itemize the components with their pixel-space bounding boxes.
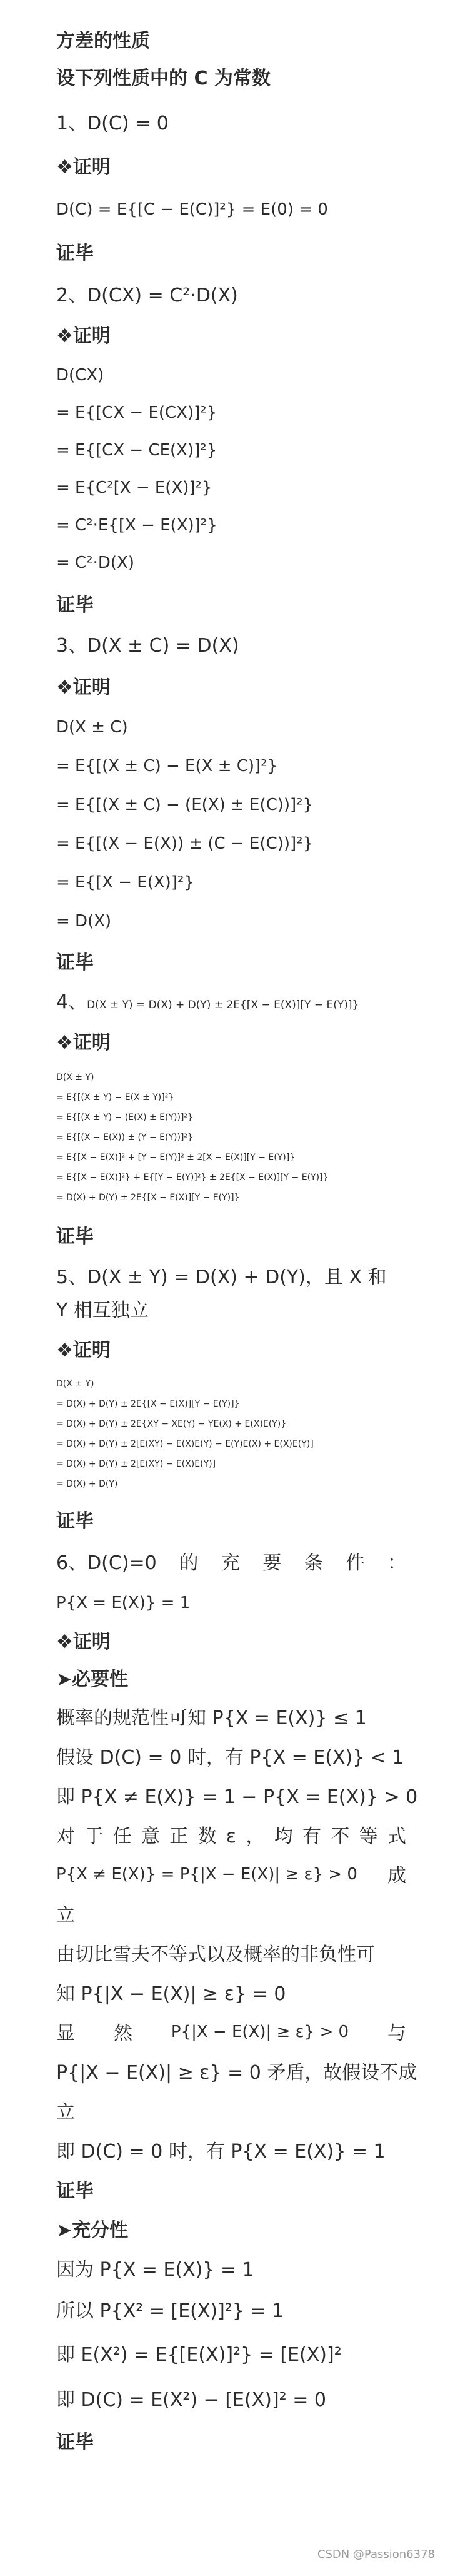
formula-line: = D(X) + D(Y) ± 2[E(XY) − E(X)E(Y) − E(Y)E(X) + E(X)E(Y)]: [56, 1439, 314, 1449]
word: 有: [302, 1826, 322, 1847]
word: 均: [274, 1826, 293, 1847]
text-line: 假设 D(C) = 0 时，有 P{X = E(X)} < 1: [56, 1747, 404, 1769]
doc-title: 方差的性质: [56, 30, 150, 52]
end-of-proof: 证毕: [56, 1226, 94, 1248]
word: 显: [56, 2023, 75, 2044]
word: 正: [169, 1826, 189, 1847]
formula-line: = E{[(X − E(X)) ± (Y − E(Y))]²}: [56, 1133, 193, 1143]
formula-line: = E{[X − E(X)]² + [Y − E(Y)]² ± 2[X − E(X)][Y − E(Y)]}: [56, 1153, 296, 1163]
intro-line: 设下列性质中的 C 为常数: [56, 68, 271, 89]
heading-part: 充: [221, 1552, 240, 1574]
word: 任: [112, 1826, 132, 1847]
formula-line: D(X ± Y): [56, 1379, 94, 1389]
word: 然: [113, 2023, 132, 2044]
formula-line: D(C) = E{[C − E(C)]²} = E(0) = 0: [56, 200, 328, 219]
word: 不: [331, 1826, 350, 1847]
text-line: 所以 P{X² = [E(X)]²} = 1: [56, 2300, 284, 2322]
heading-part: ：: [387, 1552, 406, 1574]
formula-line: = E{[X − E(X)]²} + E{[Y − E(Y)]²} ± 2E{[X − E(X)][Y − E(Y)]}: [56, 1173, 329, 1183]
property-4-number: 4、: [56, 991, 88, 1013]
property-3-heading: 3、D(X ± C) = D(X): [56, 635, 239, 657]
formula-line: = E{[CX − E(CX)]²}: [56, 403, 218, 422]
text-line: 即 P{X ≠ E(X)} = 1 − P{X = E(X)} > 0: [56, 1786, 418, 1808]
property-4-formula: D(X ± Y) = D(X) + D(Y) ± 2E{[X − E(X)][Y − E(Y)]}: [87, 999, 359, 1011]
formula-line: = C²·D(X): [56, 553, 135, 572]
heading-part: 的: [179, 1552, 199, 1574]
word: ε: [226, 1826, 237, 1847]
text-line: 概率的规范性可知 P{X = E(X)} ≤ 1: [56, 1707, 367, 1729]
formula-line: D(X ± Y): [56, 1073, 94, 1083]
heading-part: 条: [304, 1552, 323, 1574]
text-line-justified: [56, 1865, 406, 1887]
watermark: CSDN @Passion6378: [317, 2548, 435, 2561]
text-line-justified: [56, 2023, 406, 2045]
formula-line: = E{[CX − CE(X)]²}: [56, 441, 218, 460]
text-line: 即 D(C) = E(X²) − [E(X)]² = 0: [56, 2389, 326, 2411]
heading-part: 要: [262, 1552, 282, 1574]
property-2-heading: 2、D(CX) = C²·D(X): [56, 285, 238, 306]
text-line: P{|X − E(X)| ≥ ε} = 0 矛盾，故假设不成: [56, 2062, 418, 2084]
property-5-heading: 5、D(X ± Y) = D(X) + D(Y)，且 X 和: [56, 1266, 387, 1288]
word: 对: [56, 1826, 75, 1847]
formula: P{X ≠ E(X)} = P{|X − E(X)| ≥ ε} > 0: [56, 1865, 358, 1884]
formula-line: = D(X) + D(Y) ± 2E{[X − E(X)][Y − E(Y)]}: [56, 1399, 240, 1409]
formula-line: = E{[(X ± Y) − (E(X) ± E(Y))]²}: [56, 1113, 193, 1123]
necessity-label: ➤必要性: [56, 1669, 129, 1690]
formula-line: = D(X) + D(Y) ± 2[E(XY) − E(X)E(Y)]: [56, 1459, 216, 1469]
proof-label: ❖证明: [56, 1631, 111, 1653]
word: 成: [388, 1865, 406, 1887]
proof-label: ❖证明: [56, 1032, 111, 1054]
end-of-proof: 证毕: [56, 952, 94, 974]
condition-formula: P{X = E(X)} = 1: [56, 1594, 191, 1612]
formula-line: = D(X): [56, 912, 112, 931]
text-line: 即 E(X²) = E{[E(X)]²} = [E(X)]²: [56, 2344, 342, 2366]
text-line: 由切比雪夫不等式以及概率的非负性可: [56, 1944, 375, 1966]
word: 于: [84, 1826, 104, 1847]
proof-label: ❖证明: [56, 1340, 111, 1361]
word: 式: [387, 1826, 406, 1847]
formula-line: = E{C²[X − E(X)]²}: [56, 478, 212, 497]
text-line: 立: [56, 1904, 75, 1926]
formula-line: = E{[(X ± C) − (E(X) ± E(C))]²}: [56, 796, 314, 814]
heading-part: 件: [346, 1552, 365, 1574]
end-of-proof: 证毕: [56, 2180, 94, 2202]
text-line: 知 P{|X − E(X)| ≥ ε} = 0: [56, 1983, 286, 2005]
proof-label: ❖证明: [56, 156, 111, 178]
formula-line: = D(X) + D(Y) ± 2E{[X − E(X)][Y − E(Y)]}: [56, 1193, 240, 1203]
formula-line: = D(X) + D(Y) ± 2E{XY − XE(Y) − YE(X) + E(X)E(Y)}: [56, 1419, 287, 1429]
property-4-heading: [56, 991, 359, 1014]
proof-label: ❖证明: [56, 677, 111, 699]
text-line: 即 D(C) = 0 时，有 P{X = E(X)} = 1: [56, 2141, 386, 2163]
sufficiency-label: ➤充分性: [56, 2220, 129, 2241]
text-line-justified: [56, 1826, 406, 1848]
formula-line: = C²·E{[X − E(X)]²}: [56, 516, 218, 535]
formula-line: = D(X) + D(Y): [56, 1479, 118, 1489]
word: 与: [387, 2023, 406, 2044]
property-6-heading: [56, 1552, 406, 1575]
formula-line: = E{[(X ± Y) − E(X ± Y)]²}: [56, 1093, 174, 1103]
formula: P{|X − E(X)| ≥ ε} > 0: [171, 2023, 349, 2041]
end-of-proof: 证毕: [56, 243, 94, 265]
formula-line: = E{[X − E(X)]²}: [56, 873, 194, 892]
word: ，: [246, 1826, 265, 1847]
word: 意: [141, 1826, 160, 1847]
proof-label: ❖证明: [56, 325, 111, 347]
text-line: 立: [56, 2101, 75, 2123]
word: 等: [359, 1826, 378, 1847]
formula-line: D(CX): [56, 366, 104, 385]
formula-line: = E{[(X − E(X)) ± (C − E(C))]²}: [56, 834, 314, 853]
formula-line: = E{[(X ± C) − E(X ± C)]²}: [56, 757, 278, 775]
text-line: 因为 P{X = E(X)} = 1: [56, 2259, 254, 2281]
property-1-heading: 1、D(C) = 0: [56, 113, 169, 134]
end-of-proof: 证毕: [56, 1510, 94, 1532]
word: 数: [198, 1826, 217, 1847]
property-5-heading-cont: Y 相互独立: [56, 1300, 149, 1321]
formula-line: D(X ± C): [56, 718, 128, 737]
heading-part: 6、D(C)=0: [56, 1552, 157, 1574]
end-of-proof: 证毕: [56, 594, 94, 616]
end-of-proof: 证毕: [56, 2432, 94, 2453]
